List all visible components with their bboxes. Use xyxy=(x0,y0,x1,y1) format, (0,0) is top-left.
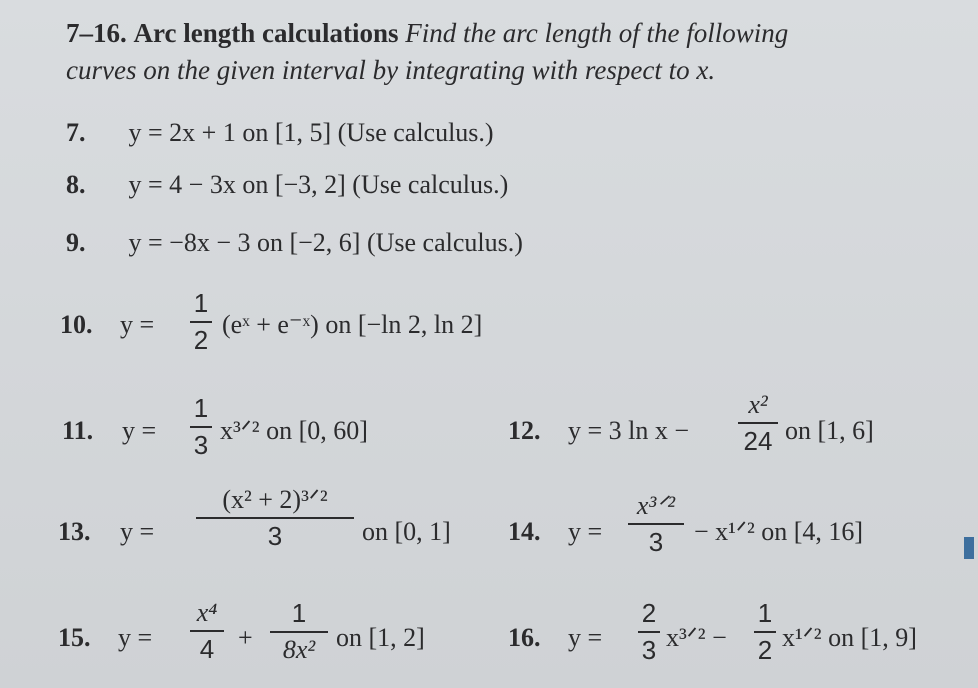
term-fraction-2 xyxy=(270,598,328,665)
denominator: 2 xyxy=(757,635,773,665)
term-fraction xyxy=(196,485,354,552)
term-fraction-1 xyxy=(190,598,224,665)
instruction-line-1: Find the arc length of the following xyxy=(405,18,789,48)
problem-number: 11. xyxy=(62,416,94,445)
problem-expression: (eˣ + e⁻ˣ) on [−ln 2, ln 2] xyxy=(222,310,483,339)
problem-lhs: y = xyxy=(120,310,155,339)
numerator: 1 xyxy=(193,393,209,423)
page-edge-marker xyxy=(964,537,974,559)
denominator: 3 xyxy=(193,430,209,460)
denominator: 3 xyxy=(641,635,657,665)
term-fraction xyxy=(738,390,778,457)
denominator: 3 xyxy=(648,527,664,557)
numerator: 1 xyxy=(757,598,773,628)
numerator: 1 xyxy=(193,288,209,318)
problem-lhs: y = xyxy=(118,623,153,652)
problem-lhs: y = xyxy=(568,517,603,546)
problem-expression: on [0, 1] xyxy=(362,517,451,546)
problem-9 xyxy=(66,228,523,258)
section-title: Arc length calculations xyxy=(133,18,399,48)
section-heading xyxy=(66,18,788,49)
problem-lhs: y = xyxy=(120,517,155,546)
problem-number: 16. xyxy=(508,623,541,652)
instruction-line-2: curves on the given interval by integrating with respect to x. xyxy=(66,55,716,85)
plus-sign: + xyxy=(238,623,253,652)
problem-expression: y = 2x + 1 on [1, 5] (Use calculus.) xyxy=(128,118,494,147)
problem-number: 12. xyxy=(508,416,541,445)
problem-number: 14. xyxy=(508,517,541,546)
numerator: x² xyxy=(748,390,768,419)
denominator: 4 xyxy=(199,634,215,664)
coefficient-fraction-2 xyxy=(754,598,776,666)
problem-expression: x¹ᐟ² on [1, 9] xyxy=(782,623,917,652)
problem-number: 15. xyxy=(58,623,91,652)
problem-lhs: y = xyxy=(568,623,603,652)
numerator: x³ᐟ² xyxy=(636,491,676,520)
coefficient-fraction xyxy=(190,288,212,356)
numerator: 2 xyxy=(641,598,657,628)
problem-lhs: y = 3 ln x − xyxy=(568,416,690,445)
denominator: 3 xyxy=(267,521,283,551)
numerator: x⁴ xyxy=(196,598,218,627)
problem-expression: x³ᐟ² on [0, 60] xyxy=(220,416,368,445)
problem-number: 13. xyxy=(58,517,91,546)
problem-number: 7. xyxy=(66,118,86,147)
problem-expression: y = −8x − 3 on [−2, 6] (Use calculus.) xyxy=(128,228,523,257)
problem-number: 10. xyxy=(60,310,93,339)
problem-expression: on [1, 2] xyxy=(336,623,425,652)
problem-expression: on [1, 6] xyxy=(785,416,874,445)
problem-expression: y = 4 − 3x on [−3, 2] (Use calculus.) xyxy=(128,170,509,199)
problem-number: 9. xyxy=(66,228,86,257)
problem-expression: − x¹ᐟ² on [4, 16] xyxy=(694,517,864,546)
denominator: 8x² xyxy=(282,635,316,664)
numerator: 1 xyxy=(291,598,307,628)
problem-range: 7–16. xyxy=(66,18,127,48)
problem-7 xyxy=(66,118,494,148)
denominator: 24 xyxy=(743,426,773,456)
term-fraction xyxy=(628,491,684,558)
problem-number: 8. xyxy=(66,170,86,199)
coefficient-fraction-1 xyxy=(638,598,660,666)
denominator: 2 xyxy=(193,325,209,355)
problem-lhs: y = xyxy=(122,416,157,445)
middle-term: x³ᐟ² − xyxy=(666,623,727,652)
numerator: (x² + 2)³ᐟ² xyxy=(222,485,328,514)
problem-8 xyxy=(66,170,508,200)
coefficient-fraction xyxy=(190,393,212,461)
